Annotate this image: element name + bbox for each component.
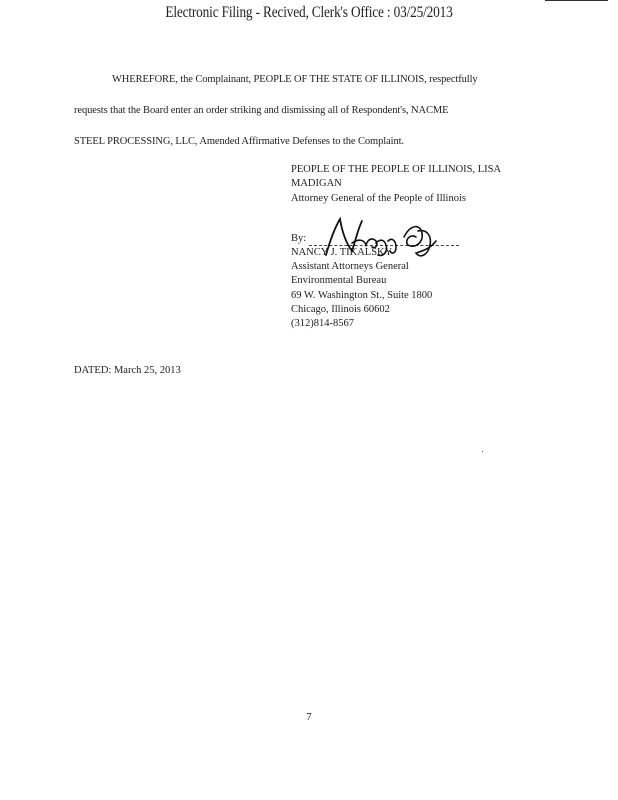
handwritten-signature (312, 211, 452, 261)
signer-name: NANCY J. TIKALSKY (291, 246, 393, 258)
dated-line: DATED: March 25, 2013 (74, 365, 181, 376)
body-line-3: STEEL PROCESSING, LLC, Amended Affirmative Defenses to the Complaint. (74, 136, 404, 147)
org-title: Attorney General of the People of Illinois (291, 192, 466, 204)
header-rule (545, 0, 608, 1)
signer-title: Assistant Attorneys General (291, 261, 409, 273)
phone: (312)814-8567 (291, 318, 354, 330)
page-number: 7 (306, 711, 312, 723)
by-label: By: (291, 232, 307, 244)
stray-mark (482, 451, 483, 452)
address-line-2: Chicago, Illinois 60602 (291, 304, 390, 316)
body-line-1: WHEREFORE, the Complainant, PEOPLE OF THE STATE OF ILLINOIS, respectfully (112, 74, 478, 85)
org-line-2: MADIGAN (291, 178, 342, 190)
org-line-1: PEOPLE OF THE PEOPLE OF ILLINOIS, LISA (291, 164, 502, 175)
address-line-1: 69 W. Washington St., Suite 1800 (291, 289, 433, 301)
filing-stamp: Electronic Filing - Recived, Clerk's Office : 03/25/2013 (165, 4, 453, 21)
bureau: Environmental Bureau (291, 275, 387, 287)
body-line-2: requests that the Board enter an order striking and dismissing all of Respondent's, NACME (74, 105, 449, 116)
